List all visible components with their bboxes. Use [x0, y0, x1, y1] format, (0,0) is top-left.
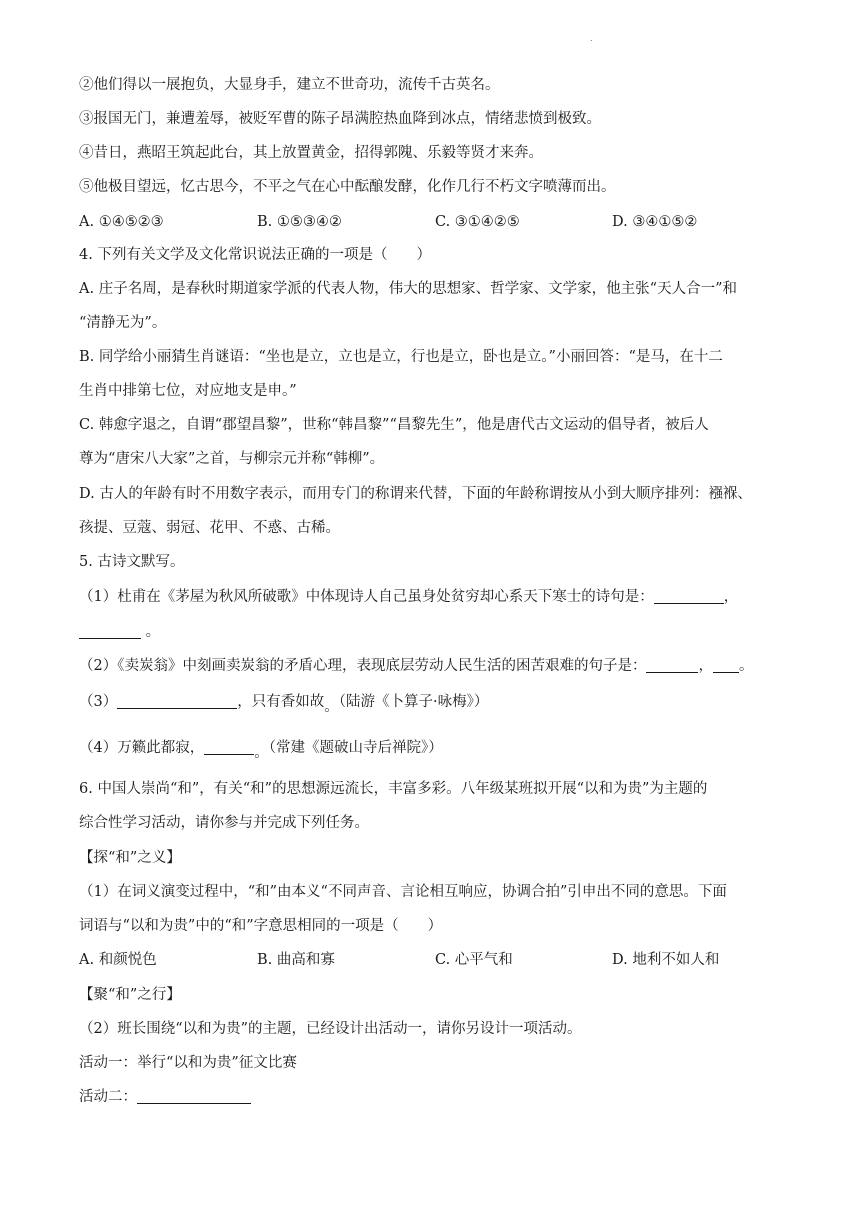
q5-part3-text: ，只有香如故: [237, 694, 325, 710]
q3-option-c: C. ③①④②⑤: [435, 214, 520, 230]
q3-option-d: D. ③④①⑤②: [612, 214, 698, 230]
q6-stem-line1: 6. 中国人崇尚“和”，有关“和”的思想源远流长，丰富多彩。八年级某班拟开展“以和为贵”为主题的: [79, 781, 708, 797]
q5-part4-source: （常建《题破山寺后禅院》）: [268, 740, 443, 756]
q5-part2-comma: ，: [698, 658, 713, 674]
q6-section-1: 【探“和”之义】: [79, 850, 181, 866]
q3-option-a: A. ①④⑤②③: [79, 214, 164, 230]
sentence-5: ⑤他极目望远，忆古思今，不平之气在心中酝酿发酵，化作几行不朽文字喷薄而出。: [79, 179, 616, 195]
answer-blank[interactable]: [117, 694, 237, 709]
sentence-3: ③报国无门，兼遭羞辱，被贬军曹的陈子昂满腔热血降到冰点，情绪悲愤到极致。: [79, 111, 601, 127]
q5-part1-prompt: （1）杜甫在《茅屋为秋风所破歌》中体现诗人自己虽身处贫穷却心系天下寒士的诗句是：: [79, 589, 654, 605]
corner-mark: .: [590, 34, 593, 43]
q6-section-2: 【聚“和”之行】: [79, 987, 181, 1003]
q5-part3-number: （3）: [79, 694, 118, 710]
q3-option-b: B. ①⑤③④②: [257, 214, 342, 230]
q4-option-c-line2: 尊为“唐宋八大家”之首，与柳宗元并称“韩柳”。: [79, 451, 385, 467]
q6-stem-line2: 综合性学习活动，请你参与并完成下列任务。: [79, 815, 369, 831]
q4-stem: 4. 下列有关文学及文化常识说法正确的一项是（ ）: [79, 247, 431, 263]
q5-part1-period: 。: [145, 624, 161, 640]
q5-part4: [79, 738, 443, 761]
q6-option-c: C. 心平气和: [435, 952, 513, 968]
answer-blank[interactable]: [137, 1089, 251, 1104]
answer-blank[interactable]: [204, 740, 254, 755]
q4-option-d-line1: D. 古人的年龄有时不用数字表示，而用专门的称谓来代替，下面的年龄称谓按从小到大顺序排列：襁褓、: [79, 486, 752, 502]
q4-option-a-line1: A. 庄子名周，是春秋时期道家学派的代表人物，伟大的思想家、哲学家、文学家，他主张“天人合一”和: [79, 281, 738, 297]
sentence-2: ②他们得以一展抱负，大显身手，建立不世奇功，流传千古英名。: [79, 77, 500, 93]
q5-part1-cont: [79, 622, 160, 642]
q5-part4-text: （4）万籁此都寂，: [79, 740, 205, 756]
q5-part3-source: （陆游《卜算子·咏梅》）: [338, 694, 489, 710]
q6-sub1-line2: 词语与“以和为贵”中的“和”字意思相同的一项是（ ）: [79, 918, 443, 934]
answer-blank[interactable]: [654, 589, 724, 604]
q4-option-d-line2: 孩提、豆蔻、弱冠、花甲、不惑、古稀。: [79, 520, 340, 536]
q6-option-a: A. 和颜悦色: [79, 952, 157, 968]
q6-sub2: （2）班长围绕“以和为贵”的主题，已经设计出活动一，请你另设计一项活动。: [79, 1021, 582, 1037]
activity-1: 活动一：举行“以和为贵”征文比赛: [79, 1055, 297, 1071]
activity-2: [79, 1087, 251, 1107]
answer-blank[interactable]: [79, 624, 141, 639]
q5-part2-period: 。: [738, 658, 754, 674]
q6-option-d: D. 地利不如人和: [612, 952, 720, 968]
q5-part3: [79, 692, 489, 715]
q5-stem: 5. 古诗文默写。: [79, 554, 185, 570]
q4-option-b-line2: 生肖中排第七位，对应地支是申。”: [79, 383, 297, 399]
q4-option-c-line1: C. 韩愈字退之，自谓“郡望昌黎”，世称“韩昌黎”“昌黎先生”，他是唐代古文运动的倡导者，被后人: [79, 417, 709, 433]
q5-part1-comma: ，: [723, 589, 739, 605]
q5-part2-prompt: （2）《卖炭翁》中刻画卖炭翁的矛盾心理，表现底层劳动人民生活的困苦艰难的句子是：: [79, 658, 647, 674]
q6-sub1-line1: （1）在词义演变过程中，“和”由本义“不同声音、言论相互响应，协调合拍”引申出不同的意思。下面: [79, 884, 727, 900]
answer-blank[interactable]: [713, 658, 739, 673]
q4-option-a-line2: “清静无为”。: [79, 315, 167, 331]
q5-part3-period: 。: [324, 699, 339, 715]
q5-part4-period: 。: [254, 745, 269, 761]
sentence-4: ④昔日，燕昭王筑起此台，其上放置黄金，招得郭隗、乐毅等贤才来奔。: [79, 145, 543, 161]
q5-part2: [79, 656, 753, 676]
q5-part1: [79, 587, 738, 607]
q6-option-b: B. 曲高和寡: [257, 952, 335, 968]
q4-option-b-line1: B. 同学给小丽猜生肖谜语：“坐也是立，立也是立，行也是立，卧也是立。”小丽回答：“是马，在十二: [79, 349, 723, 365]
answer-blank[interactable]: [646, 658, 698, 673]
activity-2-label: 活动二：: [79, 1089, 137, 1105]
